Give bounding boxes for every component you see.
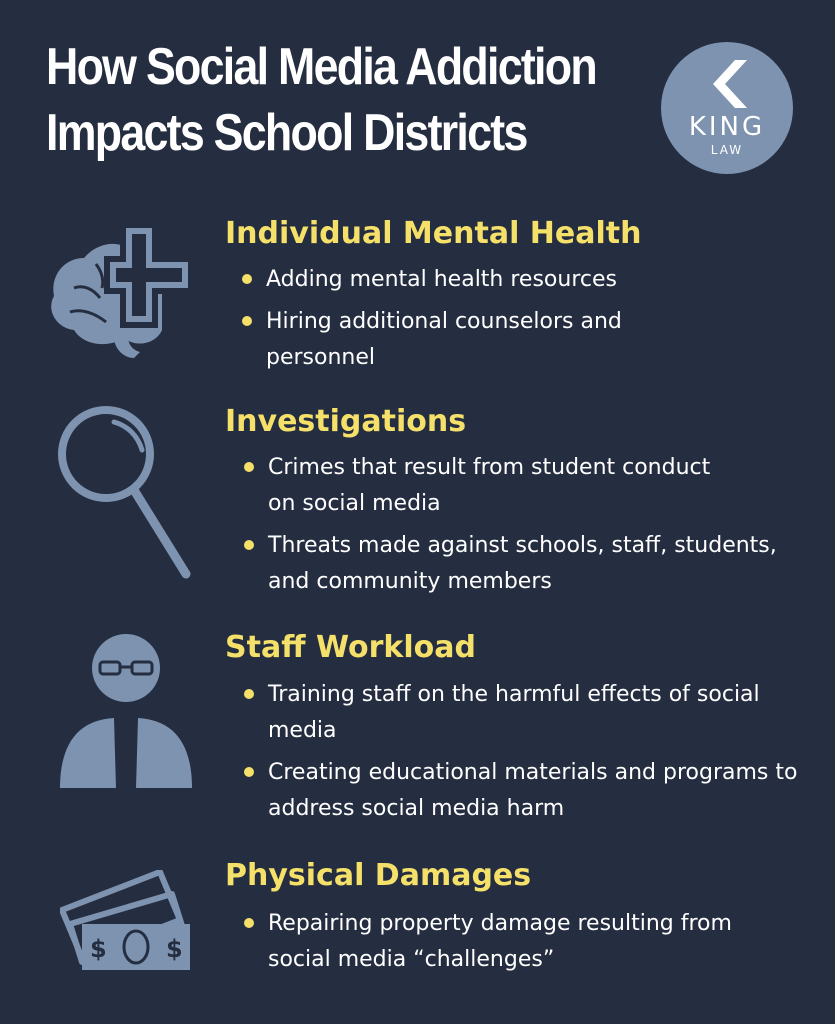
list-item: Creating educational materials and programs to address social media harm	[242, 755, 828, 827]
section-heading: Staff Workload	[225, 630, 476, 665]
bullet-list	[242, 450, 788, 606]
page-title	[46, 34, 596, 166]
brain-medical-cross-icon	[44, 218, 214, 360]
list-item: Repairing property damage resulting from social media “challenges”	[242, 906, 788, 978]
bullet-list	[242, 906, 788, 984]
svg-text:$: $	[90, 935, 107, 963]
list-item: Training staff on the harmful effects of social media	[242, 677, 788, 749]
bullet-list	[240, 262, 806, 382]
svg-text:$: $	[166, 935, 183, 963]
magnifying-glass-icon	[56, 404, 196, 580]
title-line-2: Impacts School Districts	[46, 104, 527, 162]
king-law-logo	[661, 42, 793, 174]
list-item: Threats made against schools, staff, students, and community members	[242, 528, 788, 600]
logo-brand-text: KING	[688, 112, 766, 142]
list-item: Crimes that result from student conduct on social media	[242, 450, 718, 522]
list-item: Adding mental health resources	[240, 262, 806, 298]
title-line-1: How Social Media Addiction	[46, 38, 596, 96]
staff-person-icon	[58, 634, 194, 790]
section-heading: Individual Mental Health	[225, 216, 642, 251]
section-heading: Investigations	[225, 404, 467, 439]
logo-sub-text: LAW	[710, 143, 744, 157]
chevron-left-icon	[705, 58, 749, 110]
bullet-list	[242, 677, 828, 833]
money-bills-icon	[60, 870, 196, 976]
list-item: Hiring additional counselors and personnel	[240, 304, 706, 376]
section-heading: Physical Damages	[225, 858, 532, 893]
